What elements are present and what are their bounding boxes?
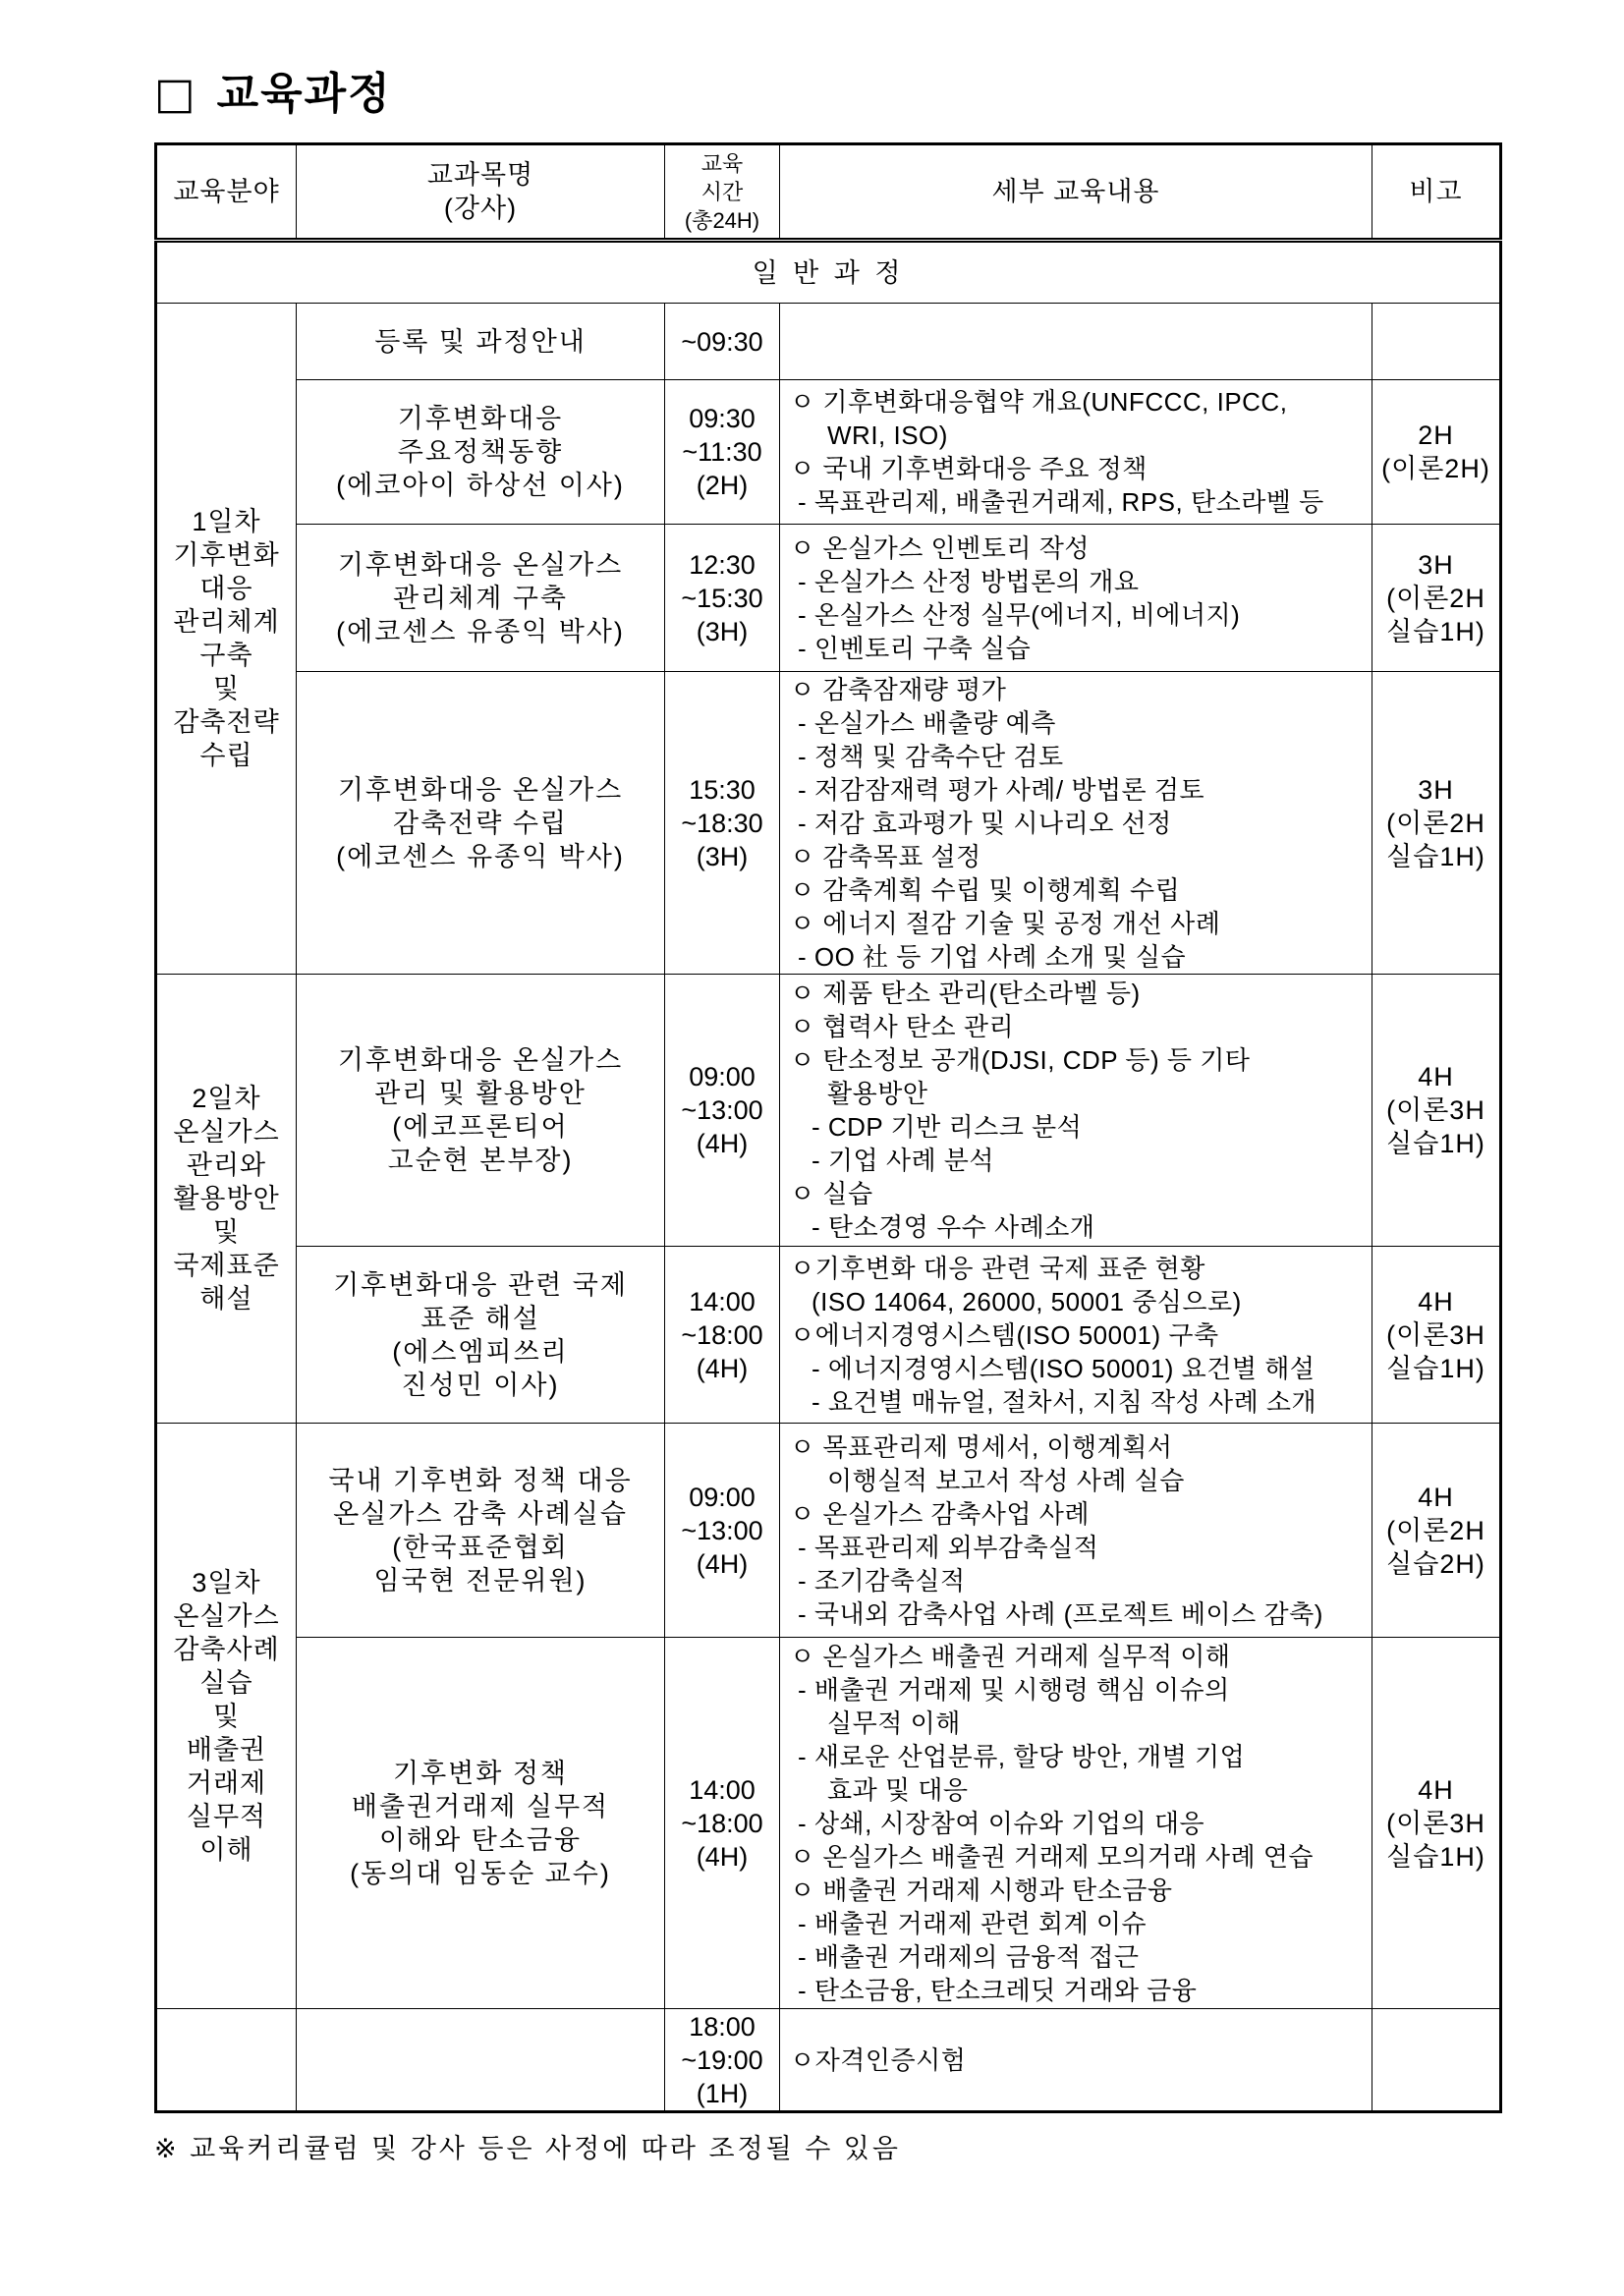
- detail-line: ㅇ 탄소정보 공개(DJSI, CDP 등) 등 기타: [790, 1045, 1251, 1075]
- day-cell: 3일차 온실가스 감축사례 실습 및 배출권 거래제 실무적 이해: [156, 1424, 297, 2009]
- detail-line: ㅇ 온실가스 인벤토리 작성: [790, 532, 1090, 563]
- detail-line: - 탄소금융, 탄소크레딧 거래와 금융: [798, 1975, 1198, 2005]
- header-note: 비고: [1372, 144, 1501, 241]
- header-field: 교육분야: [156, 144, 297, 241]
- detail-line: - 저감잠재력 평가 사례/ 방법론 검토: [798, 774, 1205, 805]
- detail-line: ㅇ 실습: [790, 1179, 873, 1208]
- detail-line: - 온실가스 배출량 예측: [798, 707, 1056, 738]
- details-cell: [780, 525, 1372, 672]
- detail-line: - 저감 효과평가 및 시나리오 선정: [798, 808, 1172, 838]
- details-cell: [780, 2009, 1372, 2112]
- page-title: [154, 65, 392, 124]
- subject-cell: 기후변화대응 온실가스 관리 및 활용방안 (에코프론티어 고순현 본부장): [297, 975, 665, 1247]
- time-cell: 12:30 ~15:30 (3H): [665, 525, 780, 672]
- details-cell: [780, 975, 1372, 1247]
- detail-line: ㅇ 감축목표 설정: [790, 841, 981, 871]
- detail-line: ㅇ 협력사 탄소 관리: [790, 1012, 1015, 1041]
- table-body: [156, 241, 1501, 2112]
- details-cell: [780, 304, 1372, 380]
- session-row: [156, 380, 1501, 525]
- detail-line: 효과 및 대응: [827, 1774, 969, 1805]
- detail-line: ㅇ에너지경영시스템(ISO 50001) 구축: [790, 1319, 1219, 1350]
- detail-line: ㅇ자격인증시험: [790, 2044, 967, 2075]
- detail-line: ㅇ 제품 탄소 관리(탄소라벨 등): [790, 979, 1141, 1008]
- note-cell: 4H (이론2H 실습2H): [1372, 1424, 1501, 1638]
- detail-line: - 온실가스 산정 실무(에너지, 비에너지): [798, 599, 1241, 630]
- note-cell: 4H (이론3H 실습1H): [1372, 975, 1501, 1247]
- day-cell: 2일차 온실가스 관리와 활용방안 및 국제표준 해설: [156, 975, 297, 1424]
- session-row: [156, 1247, 1501, 1424]
- time-cell: 14:00 ~18:00 (4H): [665, 1247, 780, 1424]
- header-subject: 교과목명 (강사): [297, 144, 665, 241]
- details-cell: [780, 1638, 1372, 2009]
- detail-line: ㅇ 온실가스 배출권 거래제 실무적 이해: [790, 1641, 1231, 1671]
- details-cell: [780, 1424, 1372, 1638]
- day-cell: [156, 2009, 297, 2112]
- section-label: 일 반 과 정: [156, 241, 1501, 304]
- detail-line: ㅇ 목표관리제 명세서, 이행계획서: [790, 1431, 1173, 1462]
- session-row: [156, 525, 1501, 672]
- session-row: [156, 975, 1501, 1247]
- header-details: 세부 교육내용: [780, 144, 1372, 241]
- session-row: [156, 2009, 1501, 2112]
- time-cell: ~09:30: [665, 304, 780, 380]
- detail-line: - 배출권 거래제의 금융적 접근: [798, 1941, 1140, 1972]
- detail-line: - 온실가스 산정 방법론의 개요: [798, 566, 1140, 596]
- time-cell: 09:30 ~11:30 (2H): [665, 380, 780, 525]
- note-cell: 3H (이론2H 실습1H): [1372, 672, 1501, 975]
- detail-line: - 인벤토리 구축 실습: [798, 633, 1032, 663]
- detail-line: ㅇ 감축계획 수립 및 이행계획 수립: [790, 874, 1181, 905]
- detail-line: - CDP 기반 리스크 분석: [812, 1112, 1083, 1142]
- footnote: ※ 교육커리큘럼 및 강사 등은 사정에 따라 조정될 수 있음: [154, 2134, 901, 2163]
- details-cell: [780, 672, 1372, 975]
- time-cell: 14:00 ~18:00 (4H): [665, 1638, 780, 2009]
- detail-line: ㅇ 온실가스 감축사업 사례: [790, 1498, 1090, 1529]
- subject-cell: 기후변화대응 온실가스 관리체계 구축 (에코센스 유종익 박사): [297, 525, 665, 672]
- subject-cell: 기후변화대응 온실가스 감축전략 수립 (에코센스 유종익 박사): [297, 672, 665, 975]
- subject-cell: 기후변화대응 주요정책동향 (에코아이 하상선 이사): [297, 380, 665, 525]
- title-text: 교육과정: [216, 70, 392, 118]
- subject-cell: [297, 2009, 665, 2112]
- detail-line: - 정책 및 감축수단 검토: [798, 741, 1064, 771]
- session-row: [156, 304, 1501, 380]
- session-row: [156, 672, 1501, 975]
- detail-line: - 탄소경영 우수 사례소개: [812, 1212, 1095, 1242]
- note-cell: 2H (이론2H): [1372, 380, 1501, 525]
- note-cell: 3H (이론2H 실습1H): [1372, 525, 1501, 672]
- detail-line: (ISO 14064, 26000, 50001 중심으로): [812, 1286, 1242, 1316]
- detail-line: - OO 社 등 기업 사례 소개 및 실습: [798, 941, 1187, 972]
- time-cell: 09:00 ~13:00 (4H): [665, 1424, 780, 1638]
- subject-cell: 등록 및 과정안내: [297, 304, 665, 380]
- day-cell: 1일차 기후변화 대응 관리체계 구축 및 감축전략 수립: [156, 304, 297, 975]
- header-row: [156, 144, 1501, 241]
- subject-cell: 기후변화대응 관련 국제 표준 해설 (에스엠피쓰리 진성민 이사): [297, 1247, 665, 1424]
- note-cell: [1372, 2009, 1501, 2112]
- session-row: [156, 1424, 1501, 1638]
- detail-line: ㅇ 감축잠재량 평가: [790, 674, 1007, 704]
- header-hours: 교육 시간 (총24H): [665, 144, 780, 241]
- detail-line: ㅇ 온실가스 배출권 거래제 모의거래 사례 연습: [790, 1841, 1315, 1872]
- subject-cell: 기후변화 정책 배출권거래제 실무적 이해와 탄소금융 (동의대 임동순 교수): [297, 1638, 665, 2009]
- detail-line: - 기업 사례 분석: [812, 1146, 995, 1175]
- detail-line: - 목표관리제, 배출권거래제, RPS, 탄소라벨 등: [798, 487, 1324, 517]
- detail-line: - 에너지경영시스템(ISO 50001) 요건별 해설: [812, 1353, 1316, 1383]
- detail-line: WRI, ISO): [827, 420, 948, 450]
- detail-line: - 배출권 거래제 관련 회계 이슈: [798, 1908, 1148, 1938]
- detail-line: - 새로운 산업분류, 할당 방안, 개별 기업: [798, 1741, 1246, 1771]
- note-cell: 4H (이론3H 실습1H): [1372, 1638, 1501, 2009]
- detail-line: ㅇ기후변화 대응 관련 국제 표준 현황: [790, 1253, 1205, 1283]
- detail-line: ㅇ 에너지 절감 기술 및 공정 개선 사례: [790, 908, 1221, 938]
- detail-line: - 조기감축실적: [798, 1565, 966, 1596]
- details-cell: [780, 380, 1372, 525]
- note-cell: [1372, 304, 1501, 380]
- curriculum-table: [154, 142, 1502, 2113]
- detail-line: 활용방안: [827, 1079, 928, 1108]
- subject-cell: 국내 기후변화 정책 대응 온실가스 감축 사례실습 (한국표준협회 임국현 전문위원): [297, 1424, 665, 1638]
- detail-line: 실무적 이해: [827, 1708, 961, 1738]
- detail-line: - 배출권 거래제 및 시행령 핵심 이슈의: [798, 1674, 1230, 1705]
- time-cell: 09:00 ~13:00 (4H): [665, 975, 780, 1247]
- detail-line: ㅇ 국내 기후변화대응 주요 정책: [790, 454, 1148, 483]
- detail-line: - 목표관리제 외부감축실적: [798, 1532, 1099, 1562]
- section-row: [156, 241, 1501, 304]
- time-cell: 15:30 ~18:30 (3H): [665, 672, 780, 975]
- detail-line: ㅇ 배출권 거래제 시행과 탄소금융: [790, 1875, 1173, 1905]
- detail-line: - 요건별 매뉴얼, 절차서, 지침 작성 사례 소개: [812, 1386, 1317, 1417]
- detail-line: 이행실적 보고서 작성 사례 실습: [827, 1465, 1185, 1495]
- title-box-glyph: □: [154, 69, 196, 119]
- detail-line: ㅇ 기후변화대응협약 개요(UNFCCC, IPCC,: [790, 387, 1288, 417]
- time-cell: 18:00 ~19:00 (1H): [665, 2009, 780, 2112]
- session-row: [156, 1638, 1501, 2009]
- details-cell: [780, 1247, 1372, 1424]
- detail-line: - 국내외 감축사업 사례 (프로젝트 베이스 감축): [798, 1598, 1323, 1629]
- detail-line: - 상쇄, 시장참여 이슈와 기업의 대응: [798, 1808, 1205, 1838]
- note-cell: 4H (이론3H 실습1H): [1372, 1247, 1501, 1424]
